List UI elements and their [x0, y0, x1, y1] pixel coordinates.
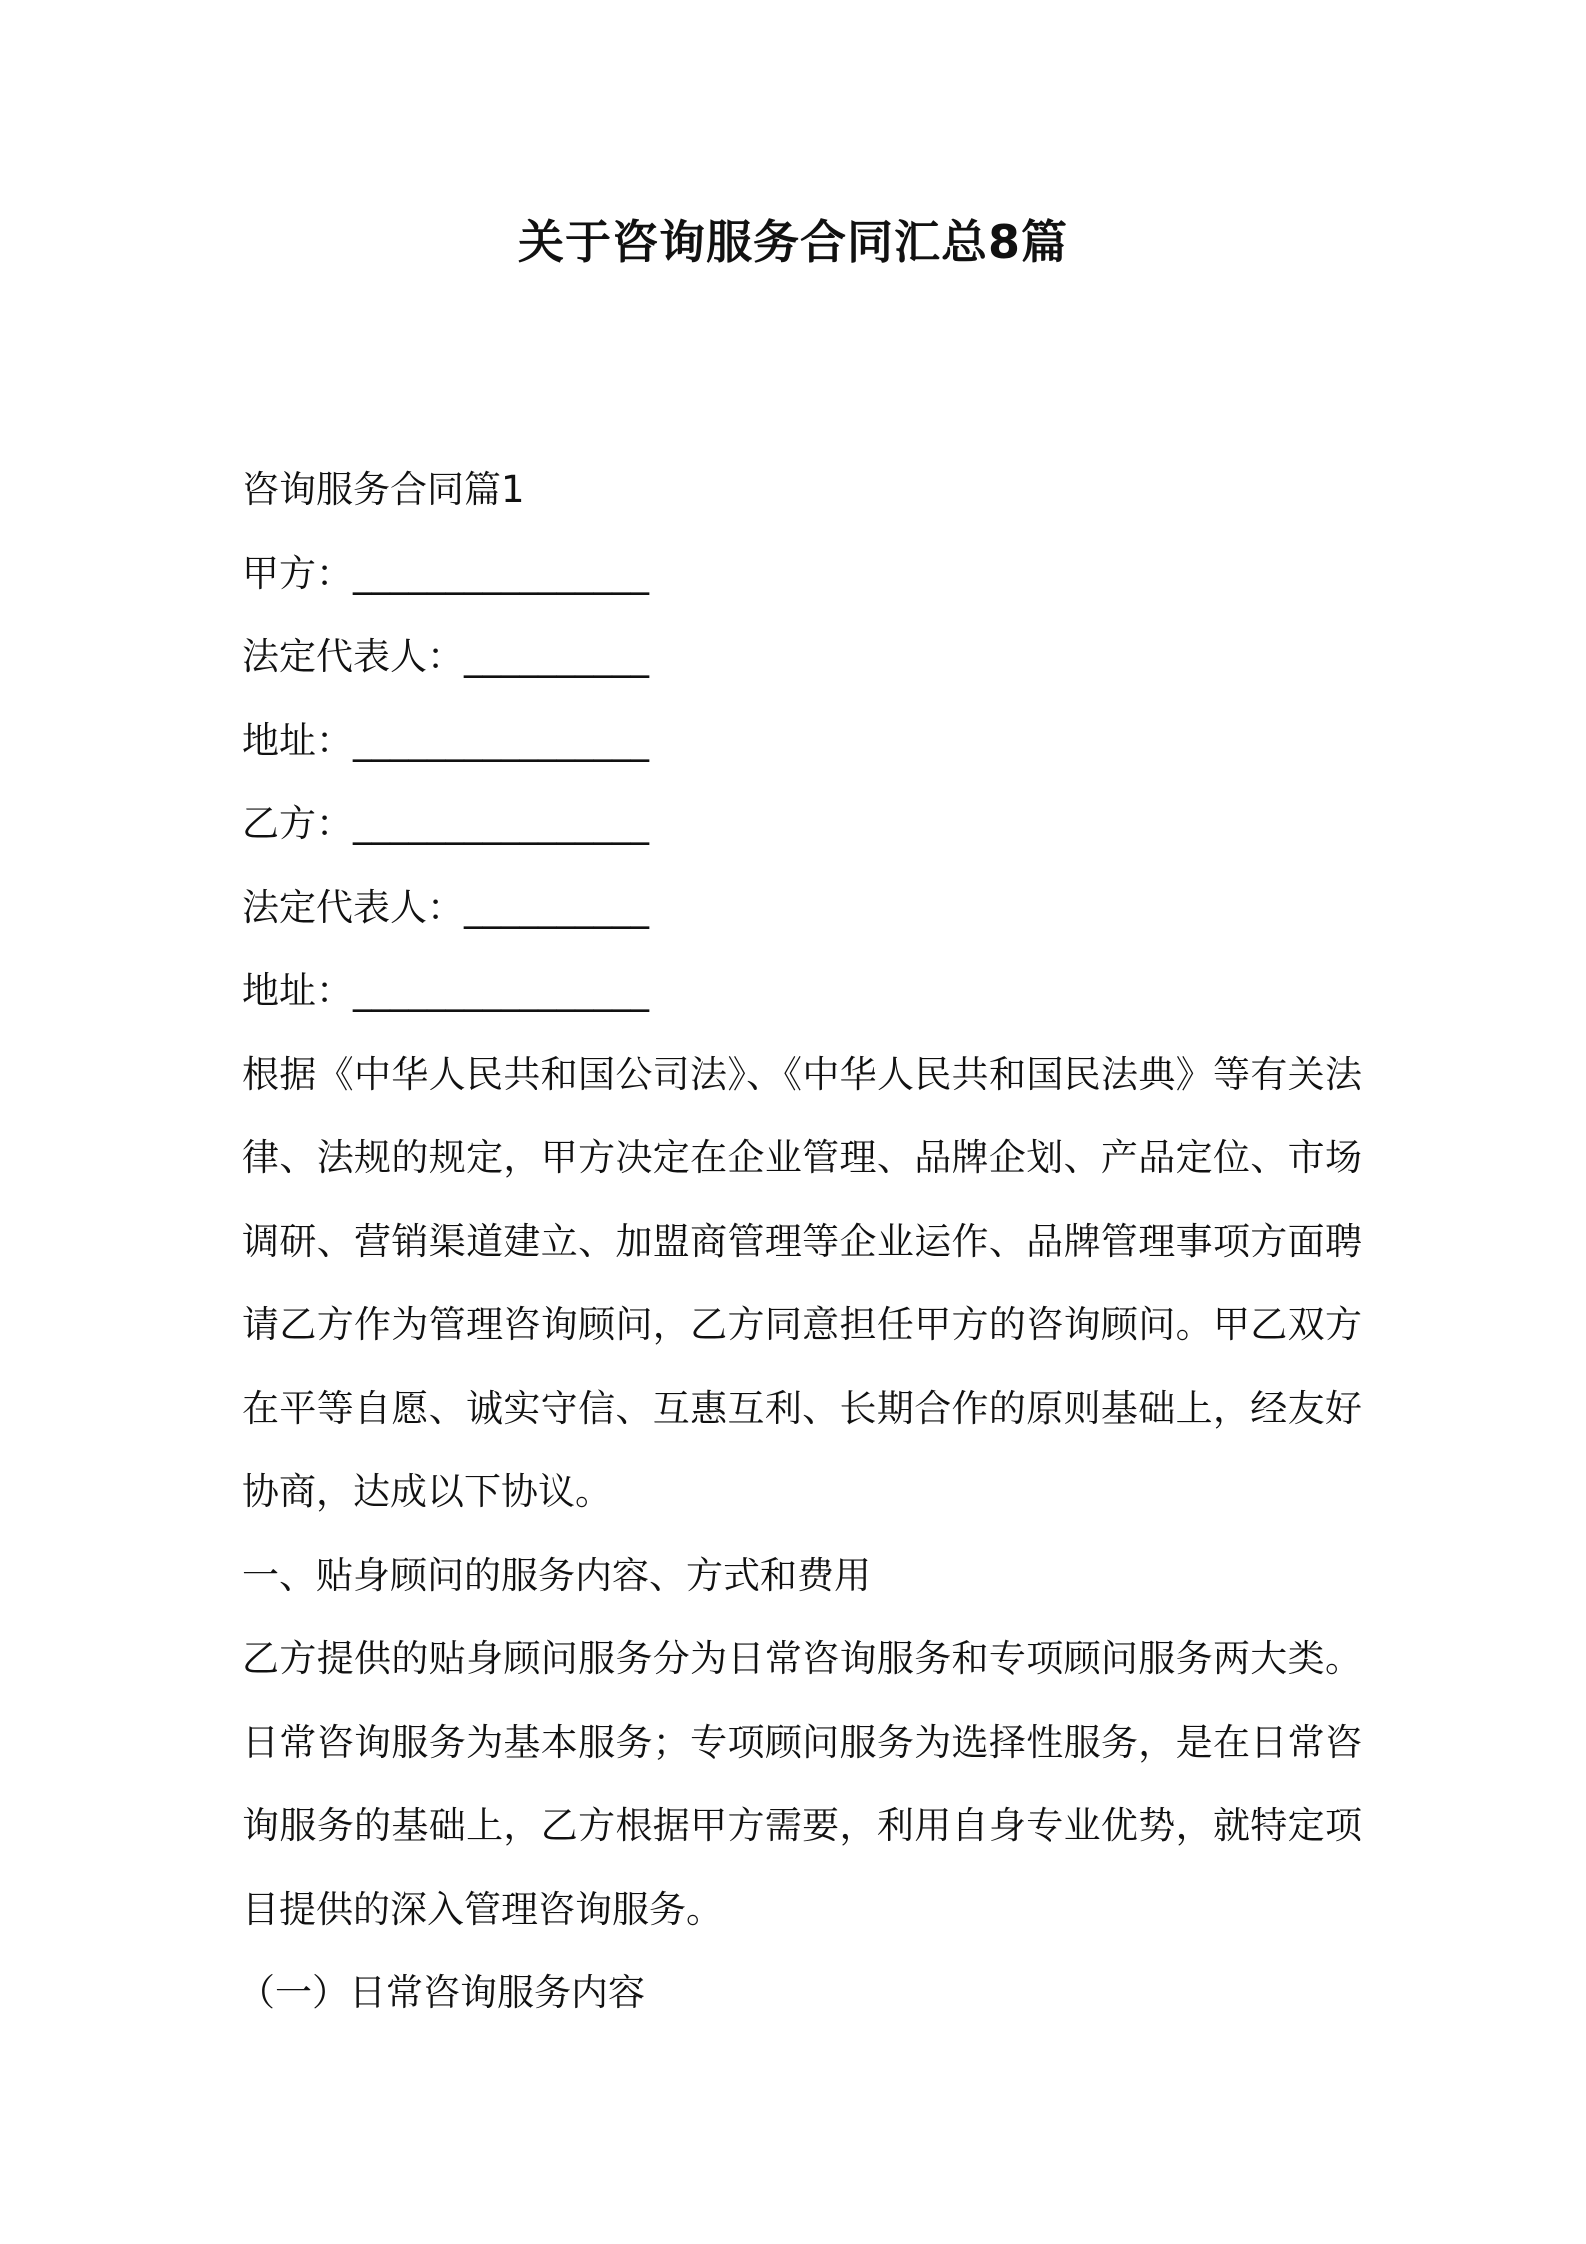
field-label: 法定代表人：: [242, 635, 464, 678]
field-label: 法定代表人：: [242, 885, 464, 929]
document-body: [238, 448, 1362, 2035]
field-label: 地址：: [242, 718, 353, 762]
party-a-representative-field: [242, 615, 1362, 699]
section-title: 咨询服务合同篇1: [242, 468, 525, 511]
field-blank: __________: [464, 885, 649, 929]
field-blank: ________________: [353, 551, 649, 595]
field-blank: __________: [464, 635, 649, 678]
heading-service-content: 一、贴身顾问的服务内容、方式和费用: [242, 1553, 871, 1597]
intro-paragraph: 根据《中华人民共和国公司法》、《中华人民共和国民法典》等有关法律、法规的规定，甲方决定在企业管理、品牌企划、产品定位、市场调研、营销渠道建立、加盟商管理等企业运作、品牌管理事项方面聘请乙方作为管理咨询顾问，乙方同意担任甲方的咨询顾问。甲乙双方在平等自愿、诚实守信、互惠互利、长期合作的原则基础上，经友好协商，达成以下协议。: [242, 1052, 1362, 1513]
party-b-address-field: [242, 949, 1362, 1033]
field-label: 乙方：: [242, 802, 353, 845]
party-a-address-field: [242, 699, 1362, 783]
service-paragraph: 乙方提供的贴身顾问服务分为日常咨询服务和专项顾问服务两大类。日常咨询服务为基本服务；专项顾问服务为选择性服务，是在日常咨询服务的基础上，乙方根据甲方需要，利用自身专业优势，就特定项目提供的深入管理咨询服务。: [242, 1637, 1362, 1931]
party-b-field: [242, 782, 1362, 866]
field-label: 地址：: [242, 969, 353, 1012]
document-title: 关于咨询服务合同汇总8篇: [517, 215, 1068, 269]
field-blank: ________________: [353, 718, 649, 762]
party-a-field: [242, 532, 1362, 616]
field-label: 甲方：: [242, 551, 353, 595]
party-b-representative-field: [242, 866, 1362, 950]
heading-daily-consulting: （一）日常咨询服务内容: [238, 1971, 645, 2014]
field-blank: ________________: [353, 969, 649, 1012]
field-blank: ________________: [353, 802, 649, 845]
